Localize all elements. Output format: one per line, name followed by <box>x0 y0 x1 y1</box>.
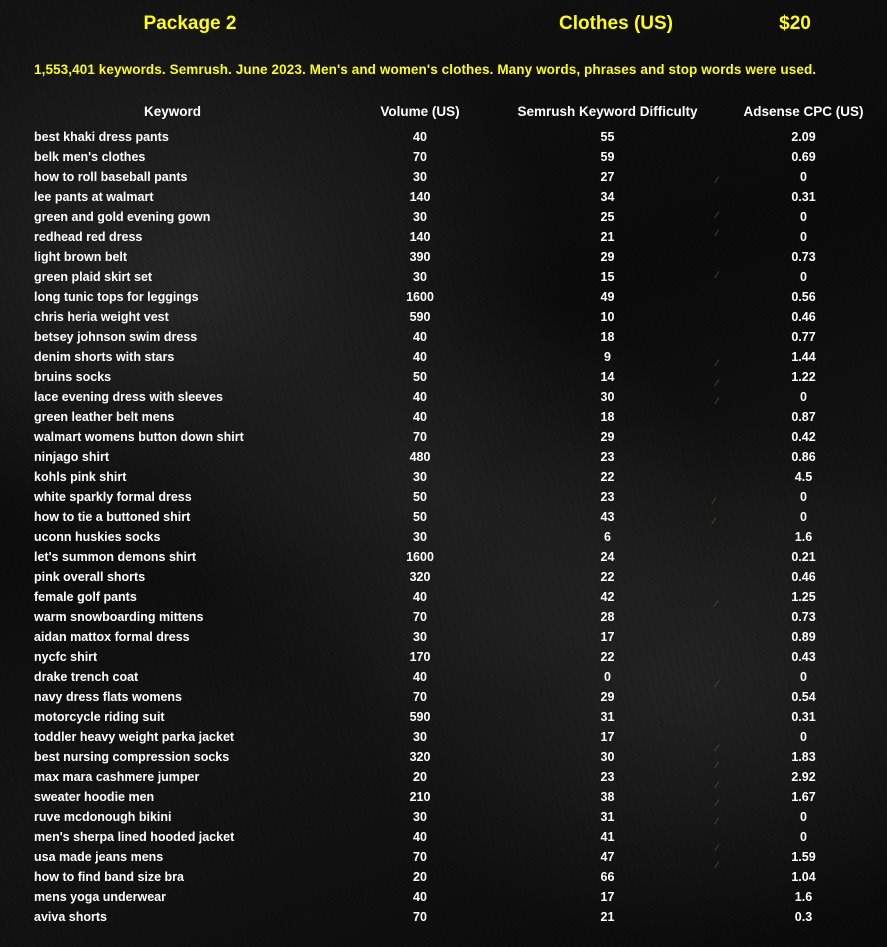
cell-keyword: lee pants at walmart <box>34 190 154 204</box>
speckle-icon: ⁄ <box>716 861 718 871</box>
cell-cpc: 0.54 <box>791 690 816 704</box>
table-row <box>0 744 887 767</box>
cell-cpc: 0.21 <box>791 550 816 564</box>
speckle-icon: ⁄ <box>716 744 718 754</box>
cell-volume: 320 <box>409 570 431 584</box>
cell-cpc: 1.44 <box>791 350 816 364</box>
cell-volume: 480 <box>409 450 431 464</box>
table-row <box>0 767 887 787</box>
cell-volume: 30 <box>413 530 427 544</box>
cell-keyword: kohls pink shirt <box>34 470 127 484</box>
cell-volume: 40 <box>413 330 427 344</box>
table-row <box>0 607 887 627</box>
cell-keyword: men's sherpa lined hooded jacket <box>34 830 235 844</box>
cell-difficulty: 23 <box>600 450 615 464</box>
cell-cpc: 0.43 <box>791 650 816 664</box>
cell-difficulty: 29 <box>600 690 615 704</box>
cell-volume: 50 <box>413 510 427 524</box>
cell-cpc: 2.92 <box>791 770 816 784</box>
cell-keyword: best khaki dress pants <box>34 130 169 144</box>
speckle-icon: ⁄ <box>716 817 718 827</box>
table-row <box>0 387 887 407</box>
cell-cpc: 0 <box>800 730 807 744</box>
cell-cpc: 0.46 <box>791 310 816 324</box>
price-label: $20 <box>779 13 811 34</box>
cell-keyword: chris heria weight vest <box>34 310 169 324</box>
cell-cpc: 0.42 <box>791 430 816 444</box>
cell-cpc: 4.5 <box>794 470 813 484</box>
table-row <box>0 807 887 827</box>
table-row <box>0 627 887 647</box>
cell-volume: 70 <box>413 430 427 444</box>
cell-cpc: 0 <box>800 170 807 184</box>
table-row <box>0 667 887 687</box>
cell-keyword: mens yoga underwear <box>34 890 166 904</box>
speckle-icon: ⁄ <box>713 517 715 527</box>
cell-keyword: ruve mcdonough bikini <box>34 810 172 824</box>
cell-difficulty: 28 <box>600 610 615 624</box>
cell-cpc: 0 <box>800 810 807 824</box>
cell-keyword: green plaid skirt set <box>34 270 153 284</box>
cell-difficulty: 55 <box>600 130 615 144</box>
cell-keyword: best nursing compression socks <box>34 750 230 764</box>
cell-keyword: redhead red dress <box>34 230 143 244</box>
column-header-cpc: Adsense CPC (US) <box>743 103 864 119</box>
cell-cpc: 0.56 <box>791 290 816 304</box>
cell-volume: 30 <box>413 810 427 824</box>
cell-volume: 40 <box>413 130 427 144</box>
table-row <box>0 267 887 287</box>
table-row <box>0 707 887 727</box>
table-row <box>0 787 887 807</box>
cell-keyword: pink overall shorts <box>34 570 146 584</box>
speckle-icon: ⁄ <box>716 799 718 809</box>
cell-volume: 70 <box>413 690 427 704</box>
cell-difficulty: 27 <box>600 170 615 184</box>
table-row <box>0 567 887 587</box>
cell-keyword: motorcycle riding suit <box>34 710 165 724</box>
cell-keyword: long tunic tops for leggings <box>34 290 199 304</box>
cell-difficulty: 25 <box>600 210 615 224</box>
table-row <box>0 167 887 187</box>
cell-volume: 50 <box>413 490 427 504</box>
cell-cpc: 0.73 <box>791 610 816 624</box>
table-row <box>0 907 887 927</box>
cell-keyword: uconn huskies socks <box>34 530 161 544</box>
cell-difficulty: 43 <box>600 510 615 524</box>
speckle-icon: ⁄ <box>716 379 718 389</box>
cell-keyword: green and gold evening gown <box>34 210 211 224</box>
cell-difficulty: 42 <box>600 590 615 604</box>
cell-difficulty: 10 <box>600 310 615 324</box>
table-row <box>0 647 887 667</box>
cell-difficulty: 6 <box>604 530 611 544</box>
cell-difficulty: 17 <box>600 730 615 744</box>
column-header-keyword: Keyword <box>143 103 201 119</box>
cell-volume: 40 <box>413 590 427 604</box>
cell-cpc: 0.86 <box>791 450 816 464</box>
cell-volume: 320 <box>409 750 431 764</box>
speckle-icon: ⁄ <box>716 229 718 239</box>
table-row <box>0 407 887 427</box>
cell-volume: 70 <box>413 610 427 624</box>
cell-volume: 40 <box>413 390 427 404</box>
table-row <box>0 827 887 847</box>
cell-difficulty: 18 <box>600 410 615 424</box>
cell-volume: 30 <box>413 170 427 184</box>
category-title: Clothes (US) <box>559 13 673 34</box>
cell-volume: 30 <box>413 630 427 644</box>
table-row <box>0 867 887 887</box>
cell-keyword: denim shorts with stars <box>34 350 175 364</box>
cell-volume: 590 <box>409 710 431 724</box>
dataset-description: 1,553,401 keywords. Semrush. June 2023. Men's and women's clothes. Many words, phrases and stop words were used. <box>34 62 817 77</box>
cell-volume: 590 <box>409 310 431 324</box>
table-row <box>0 687 887 707</box>
cell-cpc: 0 <box>800 270 807 284</box>
speckle-icon: ⁄ <box>715 600 717 610</box>
cell-difficulty: 9 <box>604 350 611 364</box>
cell-keyword: walmart womens button down shirt <box>34 430 244 444</box>
speckle-icon: ⁄ <box>716 781 718 791</box>
cell-difficulty: 29 <box>600 250 615 264</box>
cell-difficulty: 66 <box>600 870 615 884</box>
cell-cpc: 0 <box>800 490 807 504</box>
cell-cpc: 0.89 <box>791 630 816 644</box>
cell-keyword: drake trench coat <box>34 670 139 684</box>
cell-volume: 40 <box>413 830 427 844</box>
cell-volume: 390 <box>409 250 431 264</box>
cell-volume: 1600 <box>406 550 434 564</box>
table-row <box>0 127 887 147</box>
cell-difficulty: 14 <box>600 370 615 384</box>
cell-volume: 210 <box>409 790 431 804</box>
cell-difficulty: 24 <box>600 550 615 564</box>
cell-cpc: 0 <box>800 510 807 524</box>
cell-volume: 70 <box>413 910 427 924</box>
cell-difficulty: 0 <box>604 670 611 684</box>
cell-cpc: 2.09 <box>791 130 816 144</box>
cell-cpc: 1.04 <box>791 870 816 884</box>
table-body <box>0 127 887 927</box>
table-header-row <box>0 100 887 122</box>
cell-difficulty: 30 <box>600 390 615 404</box>
table-row <box>0 887 887 907</box>
cell-cpc: 1.22 <box>791 370 816 384</box>
table-row <box>0 287 887 307</box>
cell-keyword: navy dress flats womens <box>34 690 182 704</box>
cell-cpc: 0.3 <box>794 910 813 924</box>
table-row <box>0 427 887 447</box>
table-row <box>0 327 887 347</box>
cell-volume: 40 <box>413 350 427 364</box>
cell-keyword: toddler heavy weight parka jacket <box>34 730 235 744</box>
cell-keyword: how to find band size bra <box>34 870 184 884</box>
speckle-icon: ⁄ <box>716 211 718 221</box>
cell-volume: 70 <box>413 850 427 864</box>
cell-cpc: 0 <box>800 210 807 224</box>
cell-difficulty: 49 <box>600 290 615 304</box>
table-row <box>0 844 887 867</box>
column-header-volume: Volume (US) <box>380 103 460 119</box>
cell-volume: 40 <box>413 410 427 424</box>
cell-cpc: 0 <box>800 670 807 684</box>
cell-volume: 20 <box>413 770 427 784</box>
cell-keyword: lace evening dress with sleeves <box>34 390 223 404</box>
table-row <box>0 367 887 387</box>
cell-keyword: how to tie a buttoned shirt <box>34 510 191 524</box>
cell-cpc: 0.77 <box>791 330 816 344</box>
cell-cpc: 0 <box>800 230 807 244</box>
cell-keyword: aviva shorts <box>34 910 107 924</box>
cell-difficulty: 47 <box>600 850 615 864</box>
cell-difficulty: 21 <box>600 230 615 244</box>
cell-cpc: 0.87 <box>791 410 816 424</box>
cell-volume: 20 <box>413 870 427 884</box>
cell-keyword: warm snowboarding mittens <box>34 610 204 624</box>
cell-difficulty: 17 <box>600 630 615 644</box>
cell-keyword: bruins socks <box>34 370 112 384</box>
column-header-difficulty: Semrush Keyword Difficulty <box>517 103 698 119</box>
cell-volume: 40 <box>413 670 427 684</box>
speckle-icon: ⁄ <box>716 680 718 690</box>
table-row <box>0 227 887 247</box>
table-row <box>0 487 887 507</box>
cell-difficulty: 15 <box>600 270 615 284</box>
table-row <box>0 447 887 467</box>
table-row <box>0 147 887 167</box>
cell-keyword: belk men's clothes <box>34 150 146 164</box>
cell-cpc: 0.31 <box>791 190 816 204</box>
cell-keyword: max mara cashmere jumper <box>34 770 200 784</box>
table-row <box>0 587 887 607</box>
table-row <box>0 467 887 487</box>
cell-volume: 50 <box>413 370 427 384</box>
table-row <box>0 507 887 527</box>
cell-difficulty: 23 <box>600 490 615 504</box>
cell-cpc: 1.83 <box>791 750 816 764</box>
speckle-icon: ⁄ <box>716 271 718 281</box>
cell-keyword: nycfc shirt <box>34 650 98 664</box>
cell-volume: 30 <box>413 270 427 284</box>
cell-keyword: how to roll baseball pants <box>34 170 188 184</box>
cell-cpc: 0.46 <box>791 570 816 584</box>
cell-difficulty: 38 <box>600 790 615 804</box>
cell-volume: 70 <box>413 150 427 164</box>
cell-volume: 170 <box>409 650 431 664</box>
cell-difficulty: 23 <box>600 770 615 784</box>
cell-difficulty: 30 <box>600 750 615 764</box>
cell-difficulty: 22 <box>600 570 615 584</box>
cell-keyword: usa made jeans mens <box>34 850 164 864</box>
cell-cpc: 0.73 <box>791 250 816 264</box>
cell-difficulty: 31 <box>600 810 615 824</box>
cell-cpc: 0 <box>800 830 807 844</box>
cell-cpc: 0 <box>800 390 807 404</box>
cell-keyword: female golf pants <box>34 590 137 604</box>
speckle-icon: ⁄ <box>716 359 718 369</box>
cell-keyword: aidan mattox formal dress <box>34 630 190 644</box>
table-row <box>0 247 887 267</box>
cell-difficulty: 22 <box>600 470 615 484</box>
speckle-icon: ⁄ <box>716 176 718 186</box>
cell-keyword: let's summon demons shirt <box>34 550 197 564</box>
cell-difficulty: 59 <box>600 150 615 164</box>
table-row <box>0 187 887 207</box>
cell-cpc: 0.69 <box>791 150 816 164</box>
cell-volume: 30 <box>413 730 427 744</box>
table-row <box>0 547 887 567</box>
cell-volume: 30 <box>413 210 427 224</box>
cell-difficulty: 29 <box>600 430 615 444</box>
table-row <box>0 307 887 327</box>
cell-volume: 40 <box>413 890 427 904</box>
cell-volume: 30 <box>413 470 427 484</box>
page-header <box>0 0 887 48</box>
cell-difficulty: 22 <box>600 650 615 664</box>
table-row <box>0 347 887 367</box>
speckle-icon: ⁄ <box>713 497 715 507</box>
cell-cpc: 1.6 <box>794 530 813 544</box>
cell-keyword: green leather belt mens <box>34 410 175 424</box>
table-row <box>0 207 887 227</box>
speckle-icon: ⁄ <box>716 761 718 771</box>
cell-cpc: 1.59 <box>791 850 816 864</box>
cell-keyword: white sparkly formal dress <box>34 490 192 504</box>
cell-volume: 140 <box>409 190 431 204</box>
table-row <box>0 527 887 547</box>
cell-difficulty: 34 <box>600 190 615 204</box>
cell-cpc: 0.31 <box>791 710 816 724</box>
cell-keyword: ninjago shirt <box>34 450 109 464</box>
table-row <box>0 727 887 747</box>
cell-difficulty: 31 <box>600 710 615 724</box>
cell-cpc: 1.6 <box>794 890 813 904</box>
cell-difficulty: 41 <box>600 830 615 844</box>
speckle-icon: ⁄ <box>716 844 718 854</box>
cell-difficulty: 21 <box>600 910 615 924</box>
cell-keyword: sweater hoodie men <box>34 790 155 804</box>
cell-cpc: 1.25 <box>791 590 816 604</box>
cell-keyword: light brown belt <box>34 250 128 264</box>
cell-keyword: betsey johnson swim dress <box>34 330 198 344</box>
cell-volume: 140 <box>409 230 431 244</box>
cell-volume: 1600 <box>406 290 434 304</box>
package-title: Package 2 <box>143 13 237 34</box>
keyword-table <box>0 100 887 927</box>
speckle-icon: ⁄ <box>716 397 718 407</box>
cell-difficulty: 17 <box>600 890 615 904</box>
cell-difficulty: 18 <box>600 330 615 344</box>
cell-cpc: 1.67 <box>791 790 816 804</box>
